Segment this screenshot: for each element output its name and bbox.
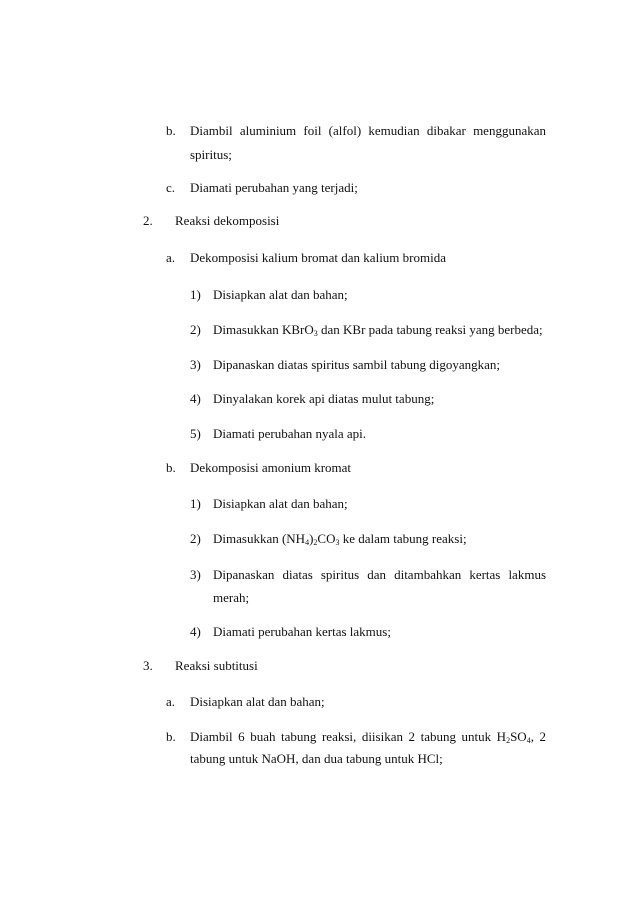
step-text: Disiapkan alat dan bahan; bbox=[213, 287, 348, 302]
text-segment: ) bbox=[309, 531, 314, 546]
step-text bbox=[213, 532, 467, 545]
list-item-text: Dekomposisi amonium kromat bbox=[190, 460, 352, 475]
list-marker: b. bbox=[166, 729, 176, 744]
list-item-text: Diambil aluminium foil (alfol) kemudian dibakar menggunakan bbox=[190, 123, 546, 138]
step-marker: 1) bbox=[190, 496, 201, 511]
step-text: Dipanaskan diatas spiritus sambil tabung digoyangkan; bbox=[213, 357, 501, 372]
text-segment: dan KBr pada tabung reaksi yang berbeda; bbox=[317, 322, 543, 337]
step-marker: 2) bbox=[190, 322, 201, 337]
step-marker: 1) bbox=[190, 287, 201, 302]
list-marker: a. bbox=[166, 694, 176, 709]
subscript: 4 bbox=[526, 736, 531, 745]
list-item-text: Dekomposisi kalium bromat dan kalium bromida bbox=[190, 250, 446, 265]
step-text: Dipanaskan diatas spiritus dan ditambahkan kertas lakmus bbox=[213, 567, 546, 582]
list-marker: b. bbox=[166, 460, 176, 475]
list-item-text: Diamati perubahan yang terjadi; bbox=[190, 180, 358, 195]
list-item-text: tabung untuk NaOH, dan dua tabung untuk HCl; bbox=[190, 751, 443, 766]
step-marker: 3) bbox=[190, 357, 201, 372]
text-segment: CO bbox=[317, 531, 336, 546]
step-text bbox=[213, 323, 543, 336]
text-segment: SO bbox=[510, 729, 527, 744]
list-item-text: spiritus; bbox=[190, 147, 232, 162]
step-text: merah; bbox=[213, 590, 250, 605]
section-title: Reaksi dekomposisi bbox=[175, 213, 280, 228]
text-segment: , 2 bbox=[530, 729, 547, 744]
step-text: Dinyalakan korek api diatas mulut tabung; bbox=[213, 391, 435, 406]
subscript: 4 bbox=[305, 538, 310, 547]
section-title: Reaksi subtitusi bbox=[175, 658, 258, 673]
step-text: Diamati perubahan nyala api. bbox=[213, 426, 367, 441]
list-marker: a. bbox=[166, 250, 176, 265]
list-marker: c. bbox=[166, 180, 176, 195]
text-segment: Diambil 6 buah tabung reaksi, diisikan 2 tabung untuk H bbox=[190, 729, 507, 744]
subscript: 3 bbox=[313, 329, 318, 338]
subscript: 3 bbox=[335, 538, 340, 547]
subscript: 2 bbox=[506, 736, 511, 745]
text-segment: Dimasukkan (NH bbox=[213, 531, 306, 546]
section-number: 3. bbox=[143, 658, 153, 673]
step-marker: 4) bbox=[190, 391, 201, 406]
subscript: 2 bbox=[313, 538, 318, 547]
step-marker: 2) bbox=[190, 531, 201, 546]
section-number: 2. bbox=[143, 213, 153, 228]
text-segment: Dimasukkan KBrO bbox=[213, 322, 314, 337]
text-segment: ke dalam tabung reaksi; bbox=[339, 531, 467, 546]
step-marker: 5) bbox=[190, 426, 201, 441]
step-marker: 4) bbox=[190, 624, 201, 639]
step-marker: 3) bbox=[190, 567, 201, 582]
list-item-text bbox=[190, 730, 546, 743]
step-text: Diamati perubahan kertas lakmus; bbox=[213, 624, 391, 639]
list-marker: b. bbox=[166, 123, 176, 138]
step-text: Disiapkan alat dan bahan; bbox=[213, 496, 348, 511]
list-item-text: Disiapkan alat dan bahan; bbox=[190, 694, 325, 709]
